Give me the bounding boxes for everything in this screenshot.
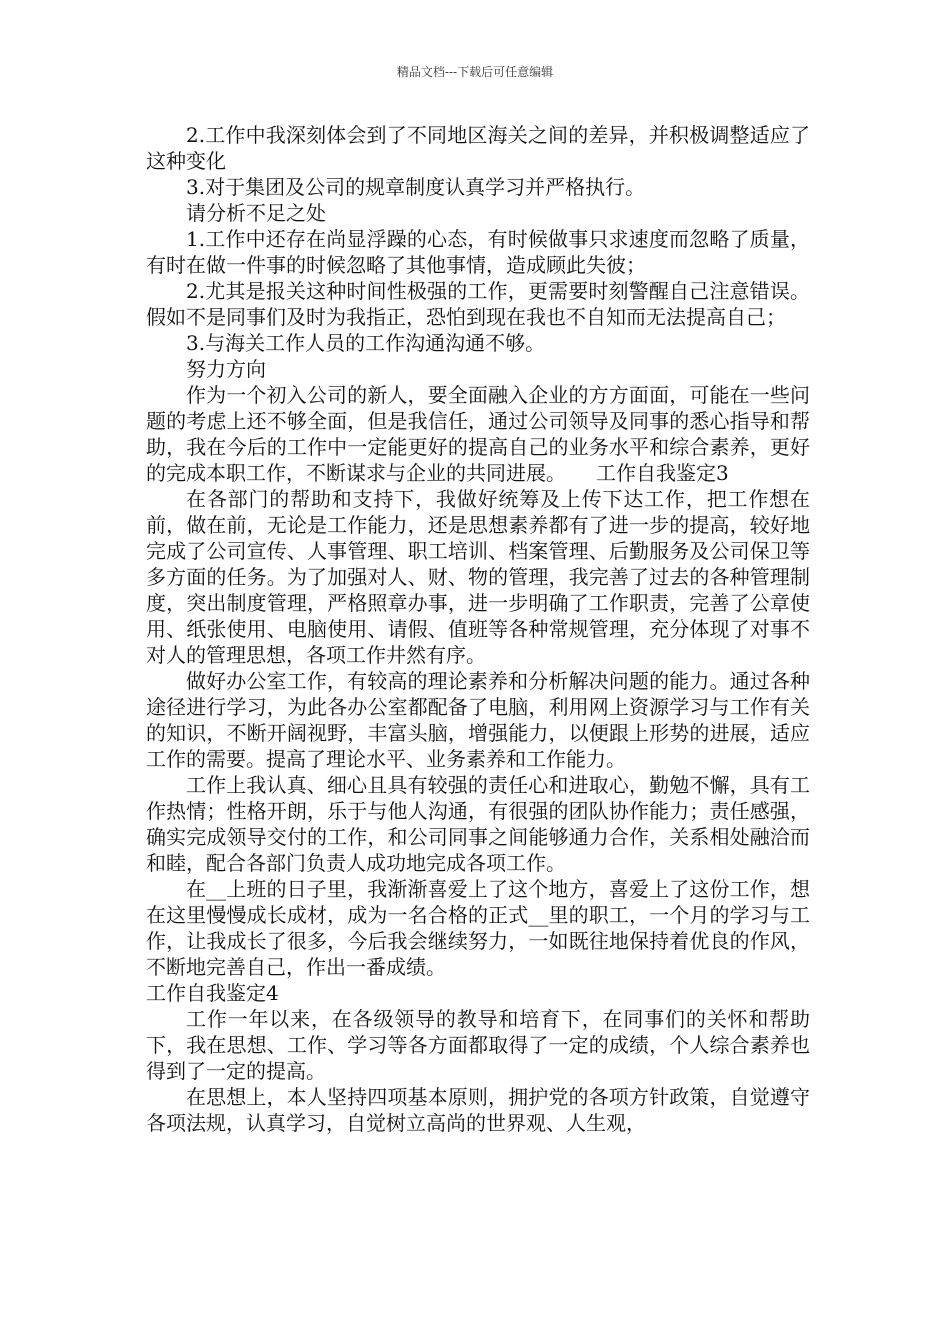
paragraph: 1.工作中还存在尚显浮躁的心态，有时候做事只求速度而忽略了质量，有时在做一件事的时候忽略了其他事情，造成顾此失彼； xyxy=(146,227,810,277)
page-header: 精品文档---下载后可任意编辑 xyxy=(396,65,554,79)
paragraph: 在各部门的帮助和支持下，我做好统筹及上传下达工作，把工作想在前，做在前，无论是工作能力，还是思想素养都有了进一步的提高，较好地完成了公司宣传、人事管理、职工培训、档案管理、后勤服务及公司保卫等多方面的任务。为了加强对人、财、物的管理，我完善了过去的各种管理制度，突出制度管理，严格照章办事，进一步明确了工作职责，完善了公章使用、纸张使用、电脑使用、请假、值班等各种常规管理，充分体现了对事不对人的管理思想，各项工作井然有序。 xyxy=(146,487,810,667)
paragraph: 2.尤其是报关这种时间性极强的工作，更需要时刻警醒自己注意错误。假如不是同事们及时为我指正，恐怕到现在我也不自知而无法提高自己； xyxy=(146,279,810,329)
paragraph: 3.对于集团及公司的规章制度认真学习并严格执行。 xyxy=(186,175,646,199)
paragraph: 2.工作中我深刻体会到了不同地区海关之间的差异，并积极调整适应了这种变化 xyxy=(146,123,810,173)
paragraph: 在思想上，本人坚持四项基本原则，拥护党的各项方针政策，自觉遵守各项法规，认真学习，自觉树立高尚的世界观、人生观， xyxy=(146,1085,810,1135)
document-body xyxy=(146,122,810,1136)
section-heading: 工作自我鉴定4 xyxy=(146,981,279,1005)
paragraph: 工作一年以来，在各级领导的教导和培育下，在同事们的关怀和帮助下，我在思想、工作、学习等各方面都取得了一定的成绩，个人综合素养也得到了一定的提高。 xyxy=(146,1007,810,1083)
paragraph: 做好办公室工作，有较高的理论素养和分析解决问题的能力。通过各种途径进行学习，为此各办公室都配备了电脑，利用网上资源学习与工作有关的知识，不断开阔视野，丰富头脑，增强能力，以便跟上形势的进展，适应工作的需要。提高了理论水平、业务素养和工作能力。 xyxy=(146,669,810,771)
paragraph: 在__上班的日子里，我渐渐喜爱上了这个地方，喜爱上了这份工作，想在这里慢慢成长成材，成为一名合格的正式__里的职工，一个月的学习与工作，让我成长了很多，今后我会继续努力，一如既往地保持着优良的作风，不断地完善自己，作出一番成绩。 xyxy=(146,877,810,979)
paragraph: 作为一个初入公司的新人，要全面融入企业的方方面面，可能在一些问题的考虑上还不够全面，但是我信任，通过公司领导及同事的悉心指导和帮助，我在今后的工作中一定能更好的提高自己的业务水平和综合素养，更好的完成本职工作，不断谋求与企业的共同进展。 工作自我鉴定3 xyxy=(146,383,810,485)
paragraph: 努力方向 xyxy=(186,357,266,381)
paragraph: 工作上我认真、细心且具有较强的责任心和进取心，勤勉不懈，具有工作热情；性格开朗，乐于与他人沟通，有很强的团队协作能力；责任感强，确实完成领导交付的工作，和公司同事之间能够通力合作，关系相处融洽而和睦，配合各部门负责人成功地完成各项工作。 xyxy=(146,773,810,875)
paragraph: 请分析不足之处 xyxy=(186,201,326,225)
paragraph: 3.与海关工作人员的工作沟通沟通不够。 xyxy=(186,331,546,355)
